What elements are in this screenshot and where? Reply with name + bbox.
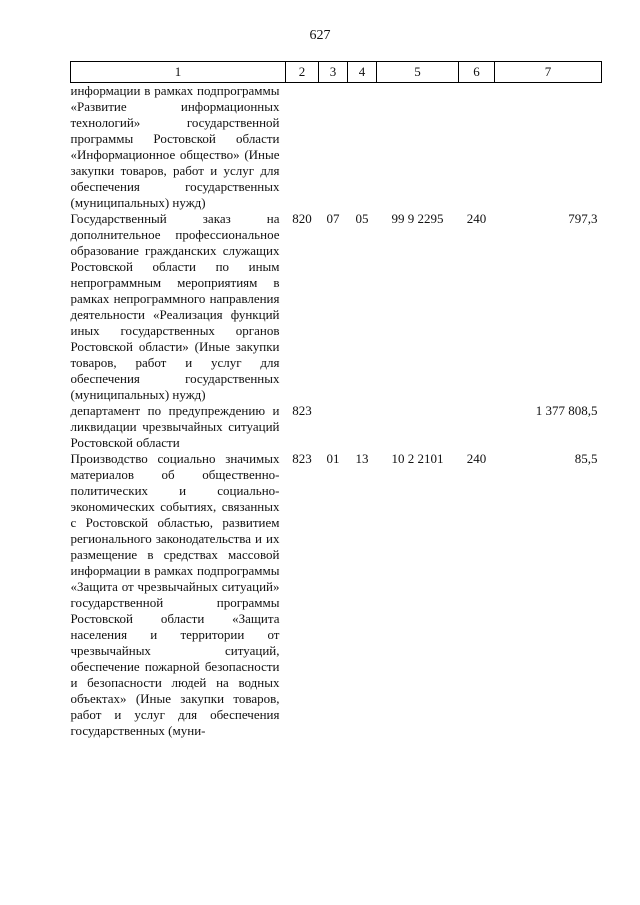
row-expense-type [459, 83, 495, 212]
row-ministry-code: 820 [292, 211, 312, 226]
row-target-code: 10 2 2101 [391, 451, 444, 466]
row-target-code: 99 9 2295 [391, 211, 444, 226]
row-name: Производство социально значимых материалов об общественно-политических и социально-экономических событиях, связанных с Ростовской областью, развитием регионального законодательства и их размещение в средствах массовой информации в рамках подпрограммы «Защита от чрезвычайных ситуаций» государственной программы Ростовской области «Защита населения и территории от чрезвычайных ситуаций, обеспечение пожарной безопасности и безопасности людей на водных объектах» (Иные закупки товаров, работ и услуг для обеспечения государственных (муни- [70, 451, 280, 738]
column-header-3: 3 [319, 62, 348, 83]
row-name: департамент по предупреждению и ликвидации чрезвычайных ситуаций Ростовской области [70, 403, 280, 450]
row-expense-type [459, 403, 495, 451]
column-header-5: 5 [377, 62, 459, 83]
row-ministry-code: 823 [292, 403, 312, 418]
column-header-4: 4 [348, 62, 377, 83]
row-subsection-code [348, 83, 377, 212]
page-number: 627 [309, 28, 331, 43]
row-expense-type: 240 [466, 211, 487, 226]
row-amount: 85,5 [574, 451, 598, 466]
row-section-code: 07 [326, 211, 340, 226]
column-header-2: 2 [286, 62, 319, 83]
row-target-code [377, 83, 459, 212]
row-subsection-code: 05 [355, 211, 369, 226]
row-amount [495, 83, 602, 212]
table-row [71, 211, 602, 403]
row-target-code [377, 403, 459, 451]
row-subsection-code [348, 403, 377, 451]
row-section-code [319, 83, 348, 212]
row-ministry-code: 823 [292, 451, 312, 466]
row-name: информации в рамках подпрограммы «Развитие информационных технологий» государственной программы Ростовской области «Информационное общество» (Иные закупки товаров, работ и услуг для обеспечения государственных (муниципальных) нужд) [70, 83, 280, 210]
row-amount: 1 377 808,5 [535, 403, 598, 418]
column-header-1: 1 [71, 62, 286, 83]
table-row [71, 83, 602, 212]
budget-table [70, 61, 602, 739]
table-row [71, 451, 602, 739]
column-header-7: 7 [495, 62, 602, 83]
row-subsection-code: 13 [355, 451, 369, 466]
row-amount: 797,3 [568, 211, 598, 226]
row-name: Государственный заказ на дополнительное профессиональное образование гражданских служащих Ростовской области по иным непрограммным мероприятиям в рамках непрограммного направления деятельности «Реализация функций иных государственных органов Ростовской области» (Иные закупки товаров, работ и услуг для обеспечения государственных (муниципальных) нужд) [70, 211, 280, 402]
row-section-code: 01 [326, 451, 340, 466]
table-row [71, 403, 602, 451]
row-ministry-code [286, 83, 319, 212]
column-header-6: 6 [459, 62, 495, 83]
row-expense-type: 240 [466, 451, 487, 466]
row-section-code [319, 403, 348, 451]
table-header-row [71, 62, 602, 83]
